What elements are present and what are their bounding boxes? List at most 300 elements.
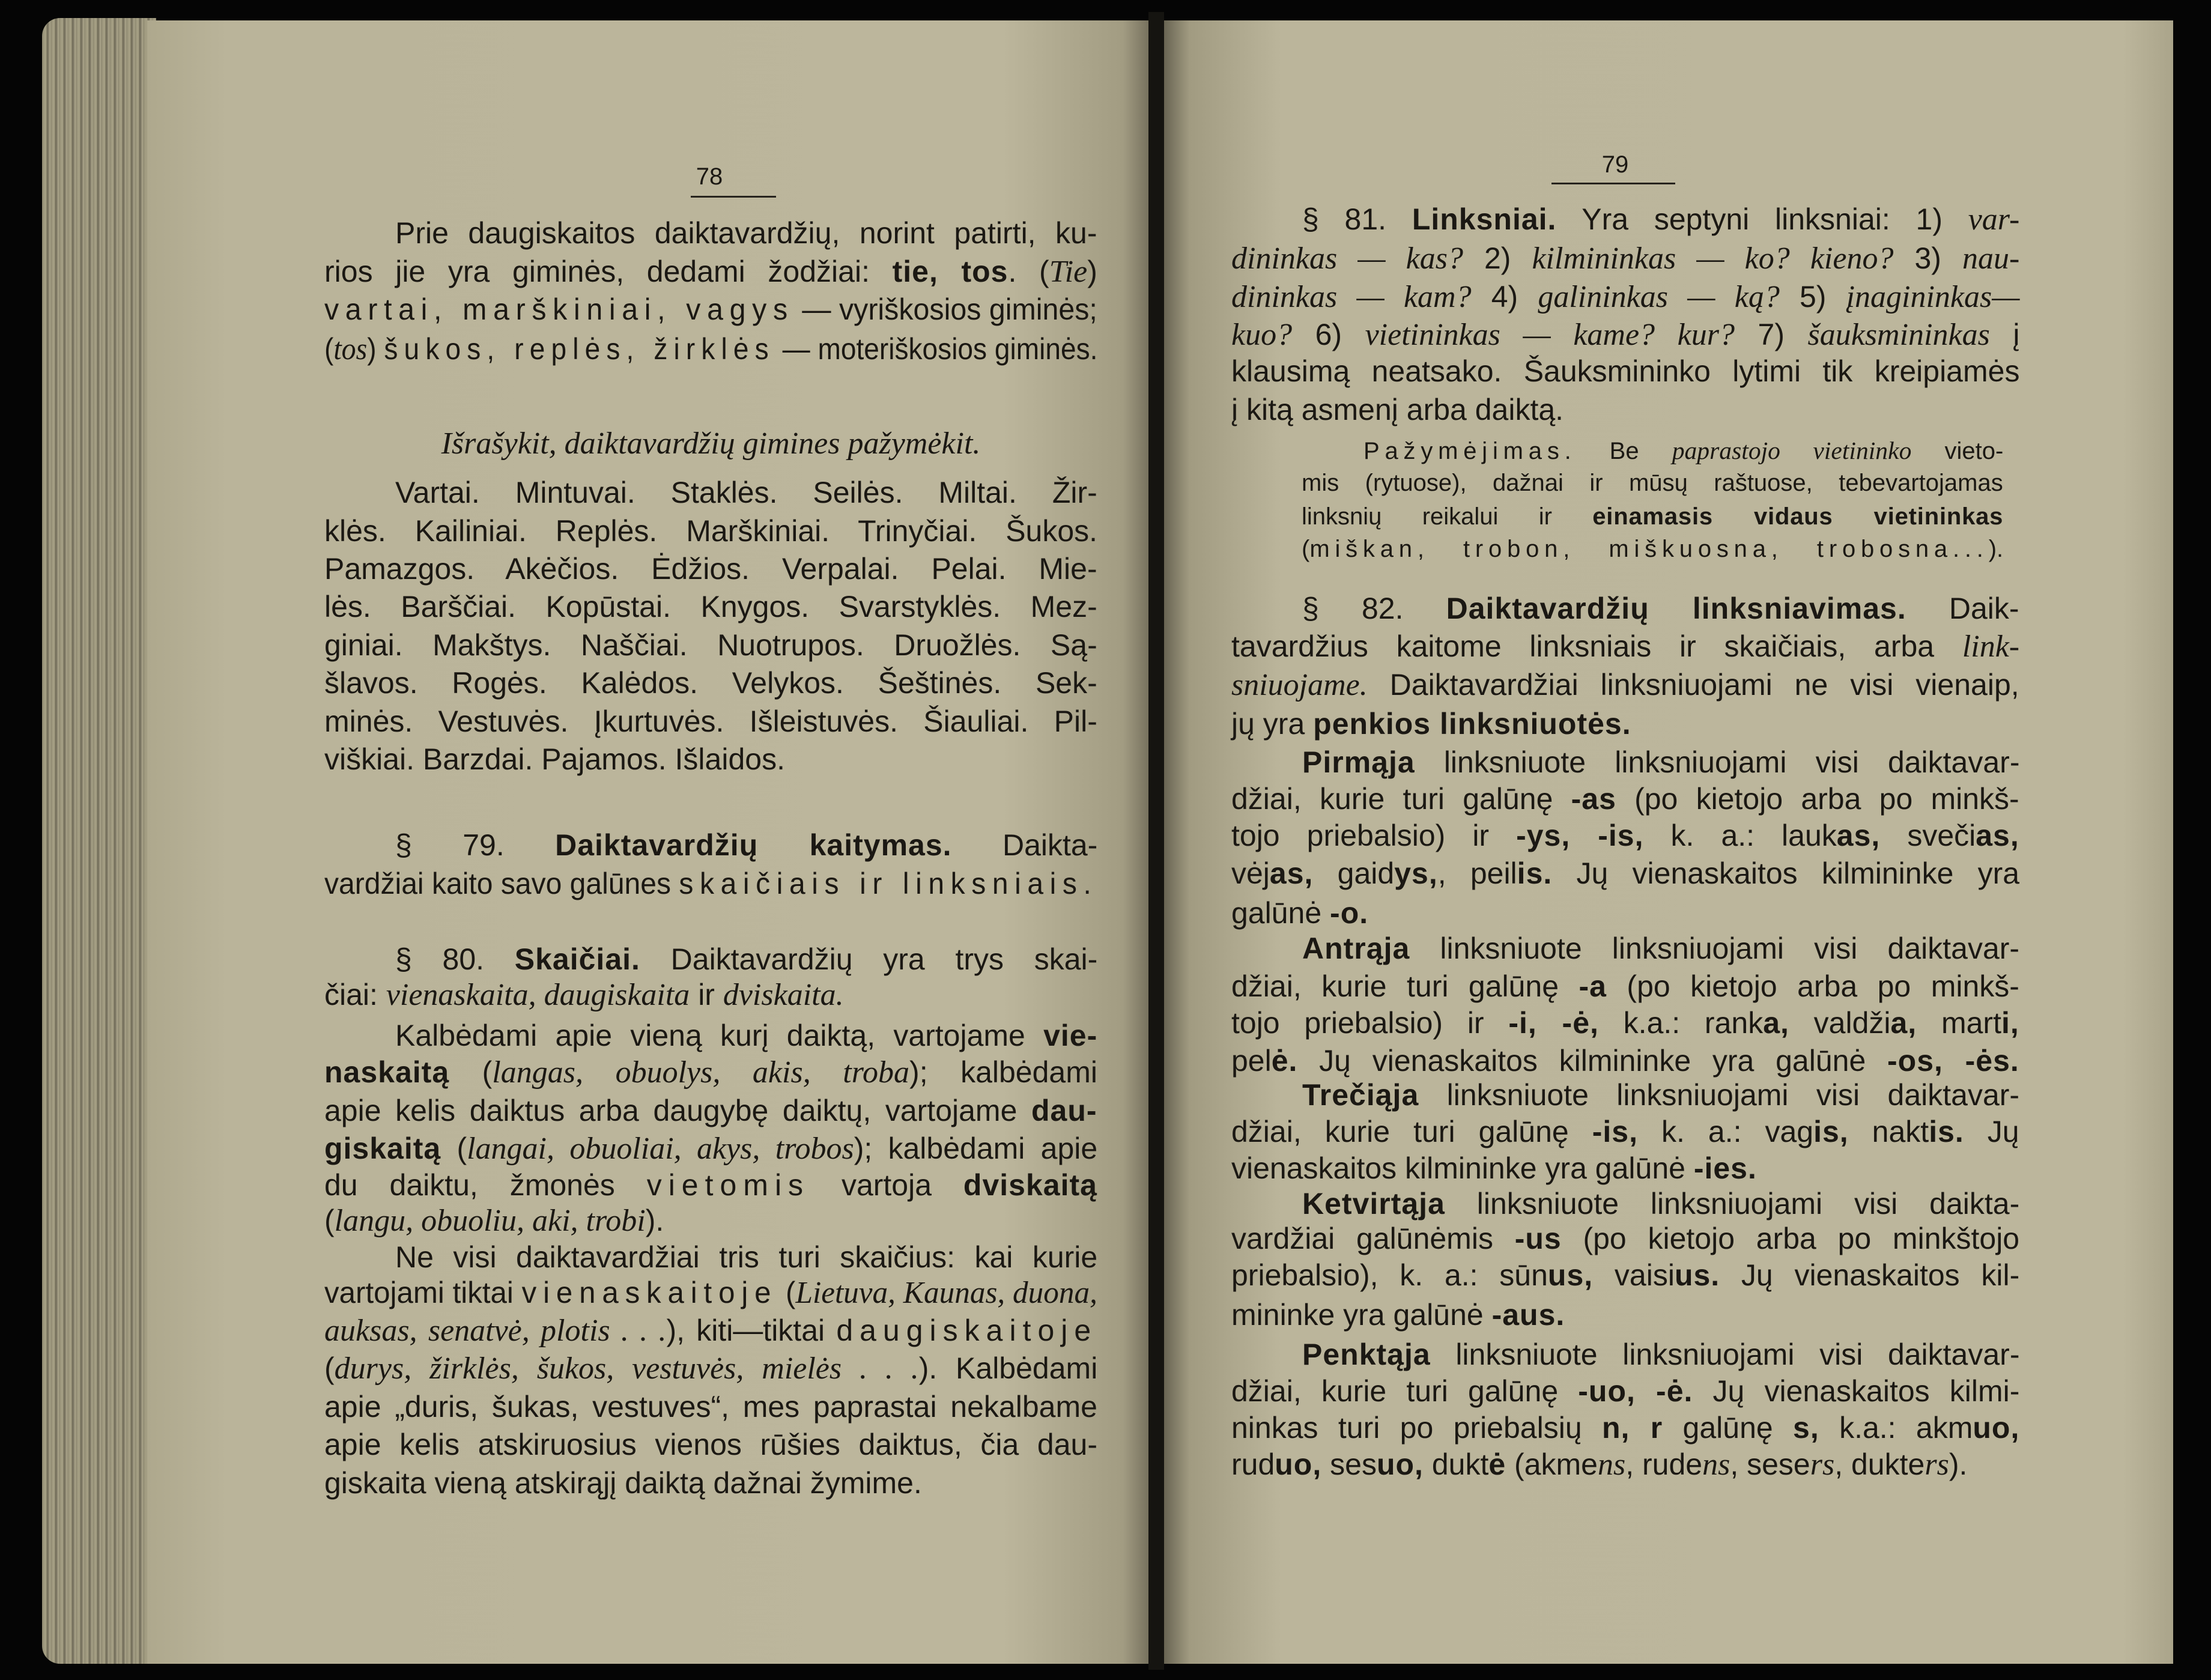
line-text bbox=[1231, 817, 2019, 855]
text-run: ses bbox=[1321, 1448, 1377, 1481]
bold-term: -o. bbox=[1330, 896, 1369, 930]
bold-term: a, bbox=[1890, 1006, 1917, 1040]
line-text bbox=[1231, 894, 1368, 932]
line-text bbox=[395, 826, 1097, 864]
line-text bbox=[1231, 1150, 1757, 1187]
right-page-line bbox=[1231, 894, 2019, 932]
line-text bbox=[1231, 1042, 2019, 1080]
text-run: § 80. bbox=[395, 942, 515, 976]
left-page-line bbox=[395, 474, 1097, 512]
text-run: sveči bbox=[1880, 819, 1976, 852]
text-run: — vyriškosios giminės; bbox=[793, 293, 1097, 326]
left-page-line bbox=[324, 1464, 1097, 1502]
text-run: galūnė bbox=[1231, 896, 1330, 930]
text-run: du daiktu, žmonės bbox=[324, 1168, 647, 1202]
bold-term: -aus. bbox=[1491, 1298, 1565, 1332]
text-run: tojo priebalsio) ir bbox=[1231, 1006, 1509, 1040]
text-run: jų yra bbox=[1231, 707, 1314, 741]
left-page-line bbox=[324, 253, 1097, 291]
left-page-line bbox=[324, 1350, 1097, 1387]
italic-text: langu, obuoliu, aki, trobi bbox=[334, 1204, 646, 1238]
italic-text: šauksmininkas bbox=[1807, 318, 1990, 352]
text-run: 5) bbox=[1779, 280, 1846, 314]
spaced-text: vietomis bbox=[646, 1168, 810, 1202]
bold-term: a, bbox=[1763, 1006, 1789, 1040]
text-run: k. a.: lauk bbox=[1643, 819, 1837, 852]
text-run: , rude bbox=[1625, 1448, 1703, 1481]
line-text bbox=[1231, 1004, 2019, 1042]
line-text bbox=[324, 865, 1097, 903]
bold-term: ys, bbox=[1394, 857, 1438, 890]
right-page-line bbox=[1231, 1150, 2019, 1187]
line-text bbox=[324, 330, 1097, 368]
text-run: ). bbox=[645, 1204, 664, 1237]
line-text bbox=[324, 664, 1097, 702]
line-text bbox=[324, 1350, 1097, 1387]
italic-text: Lietuva, Kaunas, duona, bbox=[795, 1276, 1097, 1310]
right-page-line bbox=[1231, 666, 2019, 704]
italic-text: var- bbox=[1968, 202, 2020, 237]
text-run: ); kalbėdami bbox=[909, 1055, 1097, 1089]
italic-text: tos bbox=[333, 332, 368, 366]
text-run: — moteriškosios giminės. bbox=[774, 332, 1098, 366]
left-page-line bbox=[395, 1239, 1097, 1276]
text-run: Kalbėdami apie vieną kurį daiktą, vartojame bbox=[395, 1019, 1044, 1052]
text-run: 6) bbox=[1292, 318, 1365, 351]
text-run: dukt bbox=[1423, 1448, 1489, 1481]
text-run: džiai, kurie turi galūnę bbox=[1231, 782, 1571, 816]
bold-term: uo, bbox=[1376, 1448, 1424, 1481]
text-run: šlavos. Rogės. Kalėdos. Velykos. Šeštinės. Sek- bbox=[324, 666, 1097, 700]
text-run: valdži bbox=[1789, 1006, 1891, 1040]
line-text bbox=[1231, 316, 2019, 354]
text-run: . ( bbox=[1008, 255, 1049, 288]
text-run: k. a.: vag bbox=[1637, 1115, 1814, 1148]
text-run: ninkas turi po priebalsių bbox=[1231, 1411, 1602, 1445]
text-run: tavardžius kaitome linksniais ir skaičiais, arba bbox=[1231, 629, 1962, 663]
bold-term: Penktąja bbox=[1302, 1338, 1431, 1371]
bold-term: ė bbox=[1488, 1448, 1506, 1481]
italic-text: Tie bbox=[1049, 255, 1088, 289]
spaced-text: miškan, trobon, miškuosna, trobosna... bbox=[1309, 536, 1989, 562]
text-run: apie kelis atskiruosius vienos rūšies daiktus, čia dau- bbox=[324, 1428, 1097, 1461]
book-gutter bbox=[1148, 12, 1164, 1670]
left-page-line bbox=[395, 941, 1097, 978]
text-run: ( bbox=[324, 332, 334, 366]
right-page-line bbox=[1231, 1220, 2019, 1258]
text-run: linksniuote linksniuojami visi daiktavar- bbox=[1430, 1338, 2020, 1371]
text-run: Jų vienaskaitos kilmininke yra galūnė bbox=[1297, 1044, 1887, 1078]
bold-term: as, bbox=[1976, 819, 2019, 852]
left-page-line bbox=[324, 1166, 1097, 1204]
line-text bbox=[1231, 780, 2019, 818]
right-page-line bbox=[1231, 1113, 2019, 1151]
line-text bbox=[1231, 1257, 2019, 1294]
text-run: ( bbox=[324, 1204, 335, 1237]
bold-term: Daiktavardžių linksniavimas. bbox=[1446, 592, 1906, 625]
text-run: , sese bbox=[1730, 1448, 1810, 1481]
text-run: linksniuote linksniuojami visi daiktavar- bbox=[1419, 1078, 2020, 1112]
left-page-line bbox=[324, 588, 1097, 626]
right-page-line bbox=[1231, 855, 2019, 893]
line-text bbox=[1302, 1185, 2019, 1223]
bold-term: -ies. bbox=[1693, 1151, 1757, 1185]
text-run: ( bbox=[1302, 536, 1310, 562]
right-page-line bbox=[1231, 391, 2019, 429]
bold-term: is. bbox=[1517, 857, 1553, 890]
right-page-line bbox=[1302, 201, 2019, 238]
bold-term: s, bbox=[1793, 1411, 1819, 1445]
text-run: Daik- bbox=[1906, 592, 2019, 625]
bold-term: as, bbox=[1836, 819, 1881, 852]
bold-term: einamasis vidaus vietininkas bbox=[1592, 503, 2004, 530]
italic-text: vienaskaita, daugiskaita bbox=[386, 978, 690, 1012]
italic-text: langai, obuoliai, akys, trobos bbox=[467, 1132, 854, 1166]
text-run: linksnių reikalui ir bbox=[1302, 503, 1593, 530]
left-page-line bbox=[395, 214, 1097, 252]
text-run: rios jie yra giminės, dedami žodžiai: bbox=[324, 255, 893, 288]
line-text bbox=[1231, 628, 2019, 666]
left-page-number: 78 bbox=[696, 163, 723, 190]
left-page-line bbox=[324, 512, 1097, 550]
spaced-text: skaičiais ir linksniais. bbox=[679, 867, 1098, 900]
italic-text: dviskaita. bbox=[723, 978, 844, 1012]
bold-term: Antrąja bbox=[1302, 932, 1410, 965]
text-run: vardžiai galūnėmis bbox=[1231, 1222, 1515, 1255]
bold-term: penkios linksniuotės. bbox=[1313, 707, 1631, 741]
line-text bbox=[324, 550, 1097, 588]
text-run: ); kalbėdami apie bbox=[854, 1132, 1098, 1165]
bold-term: i, bbox=[2001, 1006, 2019, 1040]
text-run: giniai. Makštys. Naščiai. Nuotrupos. Druožlės. Są- bbox=[324, 628, 1097, 662]
text-run: 4) bbox=[1471, 280, 1538, 314]
right-page-number: 79 bbox=[1601, 151, 1629, 178]
spaced-text: vartai, marškiniai, vagys bbox=[324, 293, 794, 326]
right-page-line bbox=[1302, 930, 2019, 968]
bold-term: uo, bbox=[1973, 1411, 2020, 1445]
text-run: ) bbox=[1087, 255, 1097, 288]
text-run: Yra septyni linksniai: 1) bbox=[1556, 202, 1968, 236]
line-text bbox=[1363, 434, 2003, 467]
right-page-line bbox=[1302, 467, 2003, 499]
text-run: tojo priebalsio) ir bbox=[1231, 819, 1517, 852]
text-run: ) bbox=[367, 332, 384, 366]
left-page-line bbox=[324, 1054, 1097, 1091]
text-run: ( bbox=[441, 1132, 467, 1165]
line-text bbox=[1231, 353, 2019, 390]
left-page-line bbox=[324, 1312, 1097, 1350]
text-run: Jų vienaskaitos kilmininke yra bbox=[1552, 857, 2020, 890]
line-text bbox=[324, 741, 785, 778]
right-page-line bbox=[1302, 590, 2019, 628]
italic-text: Išrašykit, daiktavardžių gimines pažymėkit. bbox=[441, 426, 981, 461]
line-text bbox=[1231, 278, 2019, 316]
text-run: klausimą neatsako. Šauksmininko lytimi tik kreipiamės bbox=[1231, 354, 2020, 388]
right-page-line bbox=[1231, 1372, 2019, 1410]
text-run: k.a.: akm bbox=[1819, 1411, 1973, 1445]
text-run: mininke yra galūnė bbox=[1231, 1298, 1492, 1332]
left-page-line bbox=[395, 826, 1097, 864]
text-run: čiai: bbox=[324, 978, 386, 1011]
bold-term: -as bbox=[1571, 782, 1616, 816]
bold-term: is, bbox=[1813, 1115, 1849, 1148]
text-run: linksniuote linksniuojami visi daikta- bbox=[1445, 1187, 2020, 1221]
italic-text: auksas, senatvė, plotis . . . bbox=[324, 1314, 667, 1348]
book-page-edges bbox=[42, 18, 156, 1664]
right-page-line bbox=[1302, 500, 2003, 533]
left-page-line bbox=[324, 1388, 1097, 1426]
right-page-line bbox=[1231, 1446, 2019, 1484]
left-page-line bbox=[324, 1202, 1097, 1240]
line-text bbox=[1302, 930, 2019, 968]
text-run: linksniuote linksniuojami visi daiktavar- bbox=[1415, 745, 2020, 779]
text-run: vieto- bbox=[1911, 438, 2004, 464]
line-text bbox=[324, 512, 1097, 550]
italic-text: paprastojo vietininko bbox=[1672, 437, 1912, 464]
bold-term: uo, bbox=[1275, 1448, 1322, 1481]
italic-text: langas, obuolys, akis, troba bbox=[492, 1055, 910, 1090]
bold-term: Trečiąja bbox=[1302, 1078, 1419, 1112]
right-page-line bbox=[1231, 316, 2019, 354]
italic-text: dininkas — kam? bbox=[1231, 280, 1472, 314]
line-text bbox=[324, 1130, 1097, 1168]
text-run: Daiktavardžių yra trys skai- bbox=[640, 942, 1098, 976]
line-text bbox=[324, 1166, 1097, 1204]
bold-term: tie, tos bbox=[892, 255, 1008, 288]
italic-text: dininkas — kas? bbox=[1231, 241, 1463, 276]
line-text bbox=[1231, 1446, 1967, 1484]
italic-text: durys, žirklės, šukos, vestuvės, mielės . . . bbox=[334, 1351, 919, 1386]
text-run: rud bbox=[1231, 1448, 1275, 1481]
left-page-line bbox=[324, 865, 1097, 903]
right-page-line bbox=[1231, 1042, 2019, 1080]
line-text bbox=[1231, 1296, 1565, 1334]
bold-term: Linksniai. bbox=[1412, 202, 1557, 236]
bold-term: n, r bbox=[1601, 1411, 1663, 1445]
italic-text: vietininkas — kame? kur? bbox=[1365, 318, 1735, 352]
text-run: § 79. bbox=[395, 828, 556, 862]
bold-term: vie- bbox=[1043, 1019, 1098, 1052]
right-page-line bbox=[1231, 1296, 2019, 1334]
text-run: ( bbox=[449, 1055, 493, 1089]
italic-text: galininkas — ką? bbox=[1538, 280, 1780, 314]
left-page-line bbox=[324, 1274, 1097, 1312]
line-text bbox=[1231, 240, 2019, 277]
text-run: džiai, kurie turi galūnę bbox=[1231, 1115, 1592, 1148]
text-run: 7) bbox=[1735, 318, 1808, 351]
line-text bbox=[1231, 1113, 2019, 1151]
line-text bbox=[1302, 744, 2019, 781]
left-page-line bbox=[324, 291, 1097, 329]
line-text bbox=[1231, 855, 2019, 893]
line-text bbox=[395, 1017, 1097, 1055]
bold-term: -ys, -is, bbox=[1516, 819, 1644, 852]
bold-term: ė. bbox=[1271, 1044, 1298, 1078]
right-page-line bbox=[1302, 533, 2003, 565]
line-text bbox=[324, 703, 1097, 741]
left-page-line bbox=[324, 741, 1097, 778]
text-run: ). Kalbėdami bbox=[918, 1351, 1098, 1385]
text-run: 2) bbox=[1463, 241, 1532, 275]
left-page-line bbox=[324, 330, 1097, 368]
line-text bbox=[324, 1202, 664, 1240]
bold-term: dau- bbox=[1031, 1094, 1097, 1127]
line-text bbox=[324, 976, 844, 1014]
bold-term: naskaitą bbox=[324, 1055, 450, 1089]
bold-term: -i, -ė, bbox=[1508, 1006, 1599, 1040]
bold-term: is. bbox=[1929, 1115, 1964, 1148]
line-text bbox=[324, 588, 1097, 626]
bold-term: -a bbox=[1579, 969, 1607, 1003]
left-page-line bbox=[324, 1426, 1097, 1464]
line-text bbox=[324, 1274, 1097, 1312]
bold-term: -is, bbox=[1592, 1115, 1638, 1148]
left-page-line bbox=[324, 550, 1097, 588]
line-text bbox=[324, 1092, 1097, 1130]
italic-text: rs bbox=[1810, 1448, 1835, 1482]
right-page-line bbox=[1231, 780, 2019, 818]
italic-text: ns bbox=[1597, 1448, 1626, 1482]
line-text bbox=[1231, 666, 2019, 704]
line-text bbox=[1231, 391, 1563, 429]
bold-term: -us bbox=[1514, 1222, 1562, 1255]
right-page-line bbox=[1231, 240, 2019, 277]
line-text bbox=[324, 1464, 922, 1502]
text-run: ). bbox=[1949, 1448, 1968, 1481]
text-run: (po kietojo arba po minkš- bbox=[1616, 782, 2019, 816]
text-run: nakt bbox=[1848, 1115, 1929, 1148]
text-run: Daikta- bbox=[951, 828, 1098, 862]
line-text bbox=[1302, 533, 2003, 565]
right-page-line bbox=[1231, 1409, 2019, 1447]
text-run: vėj bbox=[1231, 857, 1270, 890]
right-page-line bbox=[1231, 1257, 2019, 1294]
text-run: ), kiti—tiktai bbox=[666, 1314, 837, 1347]
line-text bbox=[395, 941, 1097, 978]
bold-term: -os, -ės. bbox=[1887, 1044, 2019, 1078]
italic-text: ns bbox=[1702, 1448, 1730, 1482]
text-run: , dukte bbox=[1834, 1448, 1925, 1481]
text-run: apie kelis daiktus arba daugybę daiktų, vartojame bbox=[324, 1094, 1031, 1127]
spaced-text: šukos, replės, žirklės bbox=[384, 332, 775, 366]
text-run: Prie daugiskaitos daiktavardžių, norint patirti, ku- bbox=[395, 216, 1097, 250]
italic-text: kilmininkas — ko? kieno? bbox=[1532, 241, 1894, 276]
line-text bbox=[1302, 590, 2019, 628]
text-run: į kitą asmenį arba daiktą. bbox=[1231, 393, 1564, 426]
text-run: džiai, kurie turi galūnę bbox=[1231, 1374, 1579, 1408]
text-run: vardžiai kaito savo galūnes bbox=[324, 867, 679, 900]
text-run: klės. Kailiniai. Replės. Marškiniai. Trinyčiai. Šukos. bbox=[324, 514, 1098, 548]
bold-term: Daiktavardžių kaitymas. bbox=[555, 828, 952, 862]
text-run: pel bbox=[1231, 1044, 1272, 1078]
line-text bbox=[1231, 705, 1631, 743]
right-page-number-rule bbox=[1551, 183, 1675, 184]
text-run: ir bbox=[690, 978, 723, 1011]
line-text bbox=[1302, 467, 2003, 499]
line-text bbox=[324, 253, 1097, 291]
right-page-line bbox=[1302, 1185, 2019, 1223]
bold-term: dviskaitą bbox=[963, 1168, 1097, 1202]
bold-term: as, bbox=[1269, 857, 1314, 890]
text-run: (po kietojo arba po minkš- bbox=[1606, 969, 2019, 1003]
text-run: § 81. bbox=[1302, 202, 1412, 236]
left-page-line bbox=[324, 1130, 1097, 1168]
text-run: Pamazgos. Akėčios. Ėdžios. Verpalai. Pelai. Mie- bbox=[324, 552, 1097, 586]
text-run: Be bbox=[1576, 438, 1672, 464]
right-page-line bbox=[1363, 434, 2003, 467]
bold-term: us. bbox=[1674, 1258, 1720, 1292]
line-text bbox=[324, 291, 1097, 329]
left-page-line bbox=[324, 1092, 1097, 1130]
text-run: giskaita vieną atskirąjį daiktą dažnai žymime. bbox=[324, 1466, 922, 1500]
line-text bbox=[324, 1312, 1097, 1350]
text-run: ). bbox=[1988, 536, 2004, 562]
text-run: 3) bbox=[1893, 241, 1962, 275]
right-page-line bbox=[1231, 628, 2019, 666]
line-text bbox=[1231, 968, 2019, 1005]
line-text bbox=[1302, 201, 2019, 238]
text-run: (akme bbox=[1506, 1448, 1598, 1481]
line-text bbox=[1231, 1372, 2019, 1410]
italic-text: įnagininkas— bbox=[1846, 280, 2020, 314]
text-run: vartojami tiktai bbox=[324, 1276, 522, 1309]
right-page-line bbox=[1231, 817, 2019, 855]
spaced-text: vienaskaitoje bbox=[521, 1276, 778, 1309]
text-run: mis (rytuose), dažnai ir mūsų raštuose, tebevartojamas bbox=[1302, 470, 2003, 496]
line-text bbox=[1302, 500, 2003, 533]
text-run: vaisi bbox=[1593, 1258, 1675, 1292]
italic-text: nau- bbox=[1962, 241, 2020, 276]
line-text bbox=[1302, 1336, 2019, 1374]
left-page-line bbox=[324, 626, 1097, 664]
right-page-line bbox=[1231, 1004, 2019, 1042]
text-run: vartoja bbox=[810, 1168, 963, 1202]
line-text bbox=[1231, 1409, 2019, 1447]
line-text bbox=[324, 1388, 1097, 1426]
left-page-line bbox=[324, 976, 1097, 1014]
text-run: vienaskaitos kilmininke yra galūnė bbox=[1231, 1151, 1694, 1185]
italic-text: rs bbox=[1924, 1448, 1949, 1482]
right-page-line bbox=[1302, 744, 2019, 781]
text-run: minės. Vestuvės. Įkurtuvės. Išleistuvės. Šiauliai. Pil- bbox=[324, 705, 1097, 738]
text-run: Jų vienaskaitos kil- bbox=[1720, 1258, 2020, 1292]
right-page-line bbox=[1302, 1076, 2019, 1114]
line-text bbox=[324, 1054, 1097, 1091]
text-run: (po kietojo arba po minkštojo bbox=[1561, 1222, 2020, 1255]
text-run: Ne visi daiktavardžiai tris turi skaičius: kai kurie bbox=[395, 1240, 1098, 1274]
text-run: linksniuote linksniuojami visi daiktavar- bbox=[1410, 932, 2020, 965]
bold-term: Skaičiai. bbox=[514, 942, 640, 976]
text-run: , peil bbox=[1437, 857, 1517, 890]
text-run: mart bbox=[1917, 1006, 2001, 1040]
text-run: ( bbox=[324, 1351, 335, 1385]
text-run: viškiai. Barzdai. Pajamos. Išlaidos. bbox=[324, 742, 785, 776]
left-page-number-rule bbox=[691, 196, 776, 198]
text-run: apie „duris, šukas, vestuves“, mes paprastai nekalbame bbox=[324, 1390, 1097, 1424]
spaced-text: daugiskaitoje bbox=[836, 1314, 1098, 1347]
text-run: k.a.: rank bbox=[1598, 1006, 1764, 1040]
italic-text: kuo? bbox=[1231, 318, 1293, 352]
line-text bbox=[395, 474, 1097, 512]
text-run: ( bbox=[777, 1276, 796, 1309]
bold-term: -uo, -ė. bbox=[1578, 1374, 1693, 1408]
text-run: Daiktavardžiai linksniuojami ne visi vienaip, bbox=[1367, 668, 2019, 702]
left-page-line bbox=[395, 1017, 1097, 1055]
left-page-line bbox=[324, 425, 1097, 462]
text-run: galūnę bbox=[1663, 1411, 1794, 1445]
bold-term: Pirmąja bbox=[1302, 745, 1415, 779]
right-page-line bbox=[1231, 278, 2019, 316]
